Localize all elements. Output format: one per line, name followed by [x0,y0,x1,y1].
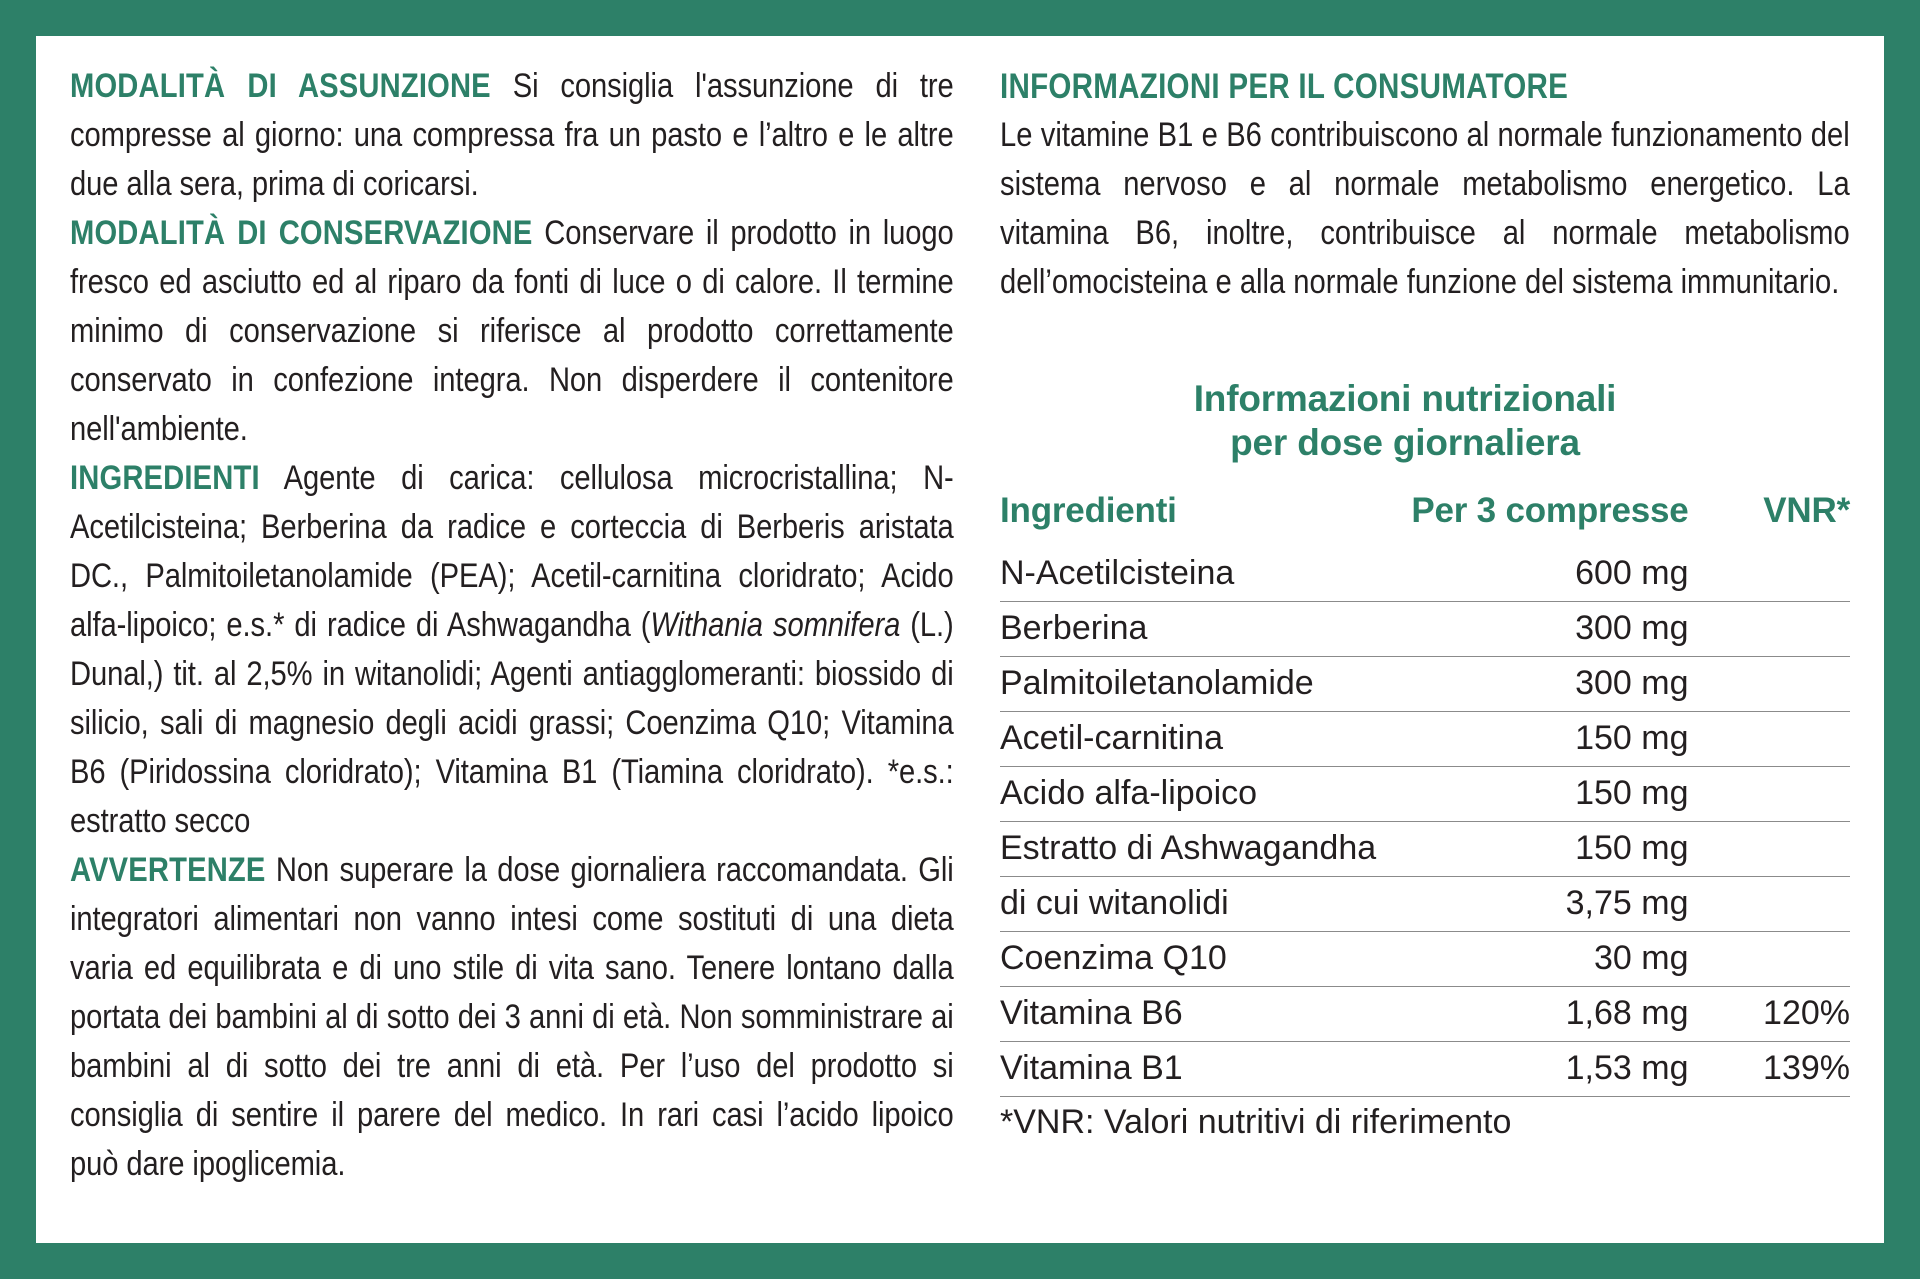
table-row [1000,712,1850,767]
row-ingredient-name: Acetil-carnitina [1000,712,1400,767]
body-informazioni-consumatore: Le vitamine B1 e B6 contribuiscono al normale funzionamento del sistema nervoso e al normale metabolismo energetico. La vitamina B6, inoltre, contribuisce al normale metabolismo dell’omocisteina e alla normale funzione del sistema immunitario. [1000,116,1850,301]
section-ingredienti [70,454,954,846]
table-row [1000,987,1850,1042]
section-modalita-conservazione [70,209,954,454]
row-vnr [1689,822,1851,877]
row-ingredient-name: Berberina [1000,602,1400,657]
table-row [1000,547,1850,602]
row-vnr [1689,767,1851,822]
row-amount: 300 mg [1400,657,1689,712]
row-amount: 3,75 mg [1400,877,1689,932]
heading-modalita-assunzione: MODALITÀ DI ASSUNZIONE [70,67,491,105]
row-amount: 600 mg [1575,554,1689,592]
row-vnr [1689,657,1851,712]
row-ingredient-name: Vitamina B6 [1000,987,1400,1042]
right-text-column [990,62,1850,1223]
vnr-footnote: *VNR: Valori nutritivi di riferimento [1000,1096,1850,1142]
row-ingredient-name: N-Acetilcisteina [1000,554,1235,592]
nutrition-facts-block [1000,377,1850,1142]
table-row [1000,1042,1850,1097]
body-ingredienti-part2: (L.) Dunal,) tit. al 2,5% in witanolidi; Agenti antiagglomeranti: biossido di silicio, sali di magnesio degli acidi grassi; Coenzima Q10; Vitamina B6 (Piridossina cloridrato); Vitamina B1 (Tiamina cloridrato). *e.s.: estratto secco [70,606,954,840]
nutrition-title-line2: per dose giornaliera [1230,422,1580,463]
row-amount: 1,68 mg [1400,987,1689,1042]
row-amount: 150 mg [1400,712,1689,767]
nutrition-title-line1: Informazioni nutrizionali [1193,378,1617,419]
left-text-column [70,62,990,1223]
row-ingredient-name: di cui witanolidi [1000,877,1400,932]
heading-informazioni-consumatore: INFORMAZIONI PER IL CONSUMATORE [1000,67,1569,106]
nutrition-table [1000,491,1850,1096]
table-row [1000,767,1850,822]
column-header-vnr: VNR* [1763,491,1850,530]
row-vnr: 139% [1689,1042,1851,1097]
body-modalita-assunzione: Si consiglia l'assunzione di tre compresse al giorno: una compressa fra un pasto e l’altro e le altre due alla sera, prima di coricarsi. [70,67,954,203]
row-ingredient-name: Palmitoiletanolamide [1000,657,1400,712]
table-row [1000,932,1850,987]
botanical-name-italic: Withania somnifera [650,606,901,644]
heading-modalita-conservazione: MODALITÀ DI CONSERVAZIONE [70,214,533,252]
column-header-ingredienti: Ingredienti [1000,491,1177,530]
supplement-label-panel [36,36,1884,1243]
row-ingredient-name: Estratto di Ashwagandha [1000,822,1400,877]
table-row [1000,602,1850,657]
row-vnr [1689,877,1851,932]
row-amount: 150 mg [1400,822,1689,877]
table-row [1000,657,1850,712]
table-row [1000,822,1850,877]
section-avvertenze [70,846,954,1189]
table-row [1000,877,1850,932]
table-header-row [1000,491,1850,547]
section-modalita-assunzione [70,62,954,209]
row-amount: 150 mg [1400,767,1689,822]
row-amount: 300 mg [1400,602,1689,657]
row-vnr [1689,712,1851,767]
body-avvertenze: Non superare la dose giornaliera raccomandata. Gli integratori alimentari non vanno intesi come sostituti di una dieta varia ed equilibrata e di uno stile di vita sano. Tenere lontano dalla portata dei bambini al di sotto dei 3 anni di età. Non somministrare ai bambini al di sotto dei tre anni di età. Per l’uso del prodotto si consiglia di sentire il parere del medico. In rari casi l’acido lipoico può dare ipoglicemia. [70,851,954,1183]
row-vnr: 120% [1689,987,1851,1042]
row-amount: 30 mg [1400,932,1689,987]
row-ingredient-name: Coenzima Q10 [1000,932,1400,987]
row-amount: 1,53 mg [1400,1042,1689,1097]
row-vnr [1689,602,1851,657]
heading-ingredienti: INGREDIENTI [70,459,260,497]
row-ingredient-name: Vitamina B1 [1000,1042,1400,1097]
nutrition-title [1000,377,1850,465]
body-ingredienti-part1: Agente di carica: cellulosa microcristallina; N-Acetilcisteina; Berberina da radice e corteccia di Berberis aristata DC., Palmitoiletanolamide (PEA); Acetil-carnitina cloridrato; Acido alfa-lipoico; e.s.* di radice di Ashwagandha ( [70,459,954,644]
column-header-per-3-compresse: Per 3 compresse [1411,491,1689,530]
row-vnr [1689,932,1851,987]
heading-avvertenze: AVVERTENZE [70,851,266,889]
row-ingredient-name: Acido alfa-lipoico [1000,767,1400,822]
body-modalita-conservazione: Conservare il prodotto in luogo fresco ed asciutto ed al riparo da fonti di luce o di calore. Il termine minimo di conservazione si riferisce al prodotto correttamente conservato in confezione integra. Non disperdere il contenitore nell'ambiente. [70,214,954,448]
row-vnr [1689,547,1851,602]
